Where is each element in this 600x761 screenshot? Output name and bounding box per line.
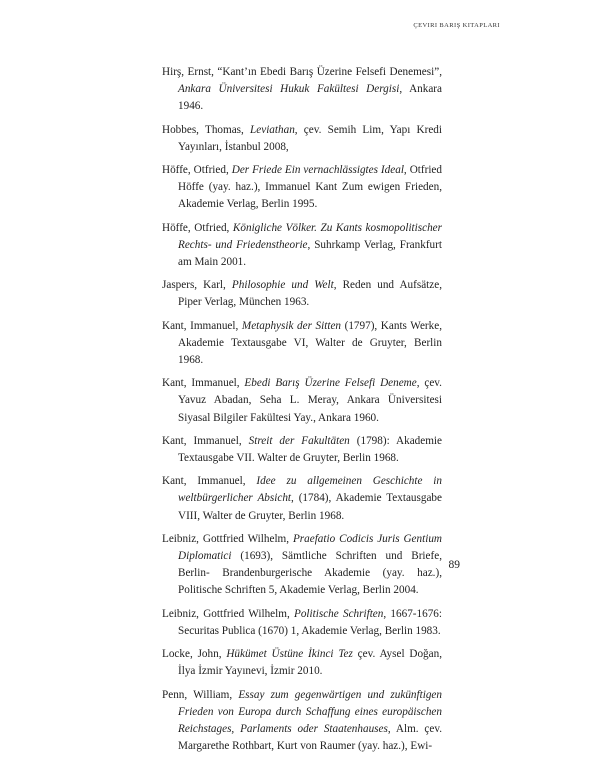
entry-author-prefix: Kant, Immanuel,	[162, 434, 249, 447]
bibliography-entry	[162, 687, 442, 756]
entry-author-prefix: Hobbes, Thomas,	[162, 123, 251, 136]
entry-author-prefix: Penn, William,	[162, 688, 239, 701]
entry-title: Essay zum gegenwärtigen und zukünftigen Frieden von Europa durch Schaffung eines europäischen Reichstages, Parlaments oder Staatenhauses	[178, 688, 442, 735]
entry-publication-info: (1798): Akademie Textausgabe VII. Walter de Gruyter, Berlin 1968.	[178, 434, 443, 465]
entry-author-prefix: Höffe, Otfried,	[162, 221, 233, 234]
entry-author-prefix: Jaspers, Karl,	[162, 279, 232, 292]
entry-title: Streit der Fakultäten	[248, 434, 350, 447]
entry-author-prefix: Kant, Immanuel,	[162, 377, 245, 390]
bibliography-list	[162, 64, 442, 761]
entry-title: Hükümet Üstüne İkinci Tez	[226, 648, 353, 661]
entry-publication-info: (1693), Sämtliche Schriften und Briefe, Berlin- Brandenburgerische Akademie (yay. haz.), Politische Schriften 5, Akademie Verlag, Berlin 2004.	[178, 550, 442, 597]
entry-author-prefix: Hirş, Ernst, “Kant’ın Ebedi Barış Üzerine Felsefi Denemesi”,	[162, 66, 442, 78]
entry-publication-info: , Otfried Höffe (yay. haz.), Immanuel Kant Zum ewigen Frieden, Akademie Verlag, Berlin 1995.	[178, 164, 442, 211]
entry-publication-info: , çev. Semih Lim, Yapı Kredi Yayınları, İstanbul 2008,	[178, 123, 442, 153]
entry-author-prefix: Kant, Immanuel,	[162, 319, 242, 332]
entry-title: Politische Schriften	[294, 607, 384, 620]
entry-author-prefix: Kant, Immanuel,	[162, 475, 257, 488]
entry-author-prefix: Höffe, Otfried,	[162, 164, 232, 177]
entry-publication-info: , 1667-1676: Securitas Publica (1670) 1, Akademie Verlag, Berlin 1983.	[178, 607, 442, 637]
entry-author-prefix: Leibniz, Gottfried Wilhelm,	[162, 607, 294, 620]
bibliography-entry	[162, 64, 442, 116]
bibliography-entry	[162, 318, 442, 370]
entry-title: Ebedi Barış Üzerine Felsefi Deneme	[244, 377, 417, 390]
entry-title: Ankara Üniversitesi Hukuk Fakültesi Dergisi	[178, 83, 400, 96]
entry-publication-info: (1797), Kants Werke, Akademie Textausgabe VI, Walter de Gruyter, Berlin 1968.	[178, 319, 443, 367]
bibliography-entry	[162, 433, 442, 467]
entry-author-prefix: Locke, John,	[162, 648, 227, 661]
bibliography-entry	[162, 122, 442, 156]
entry-author-prefix: Leibniz, Gottfried Wilhelm,	[162, 532, 293, 545]
entry-title: Königliche Völker. Zu Kants kosmopolitischer Rechts- und Friedenstheorie	[178, 221, 442, 251]
bibliography-entry	[162, 375, 442, 427]
running-head: ÇEVIRI BARIŞ KITAPLARI	[413, 22, 500, 29]
bibliography-entry	[162, 220, 442, 272]
entry-publication-info: , çev. Yavuz Abadan, Seha L. Meray, Ankara Üniversitesi Siyasal Bilgiler Fakültesi Yay., Ankara 1960.	[178, 377, 442, 424]
entry-title: Der Friede Ein vernachlässigtes Ideal	[231, 164, 404, 177]
bibliography-entry	[162, 531, 442, 600]
bibliography-entry	[162, 646, 442, 680]
entry-publication-info: çev. Aysel Doğan, İlya İzmir Yayınevi, İzmir 2010.	[178, 648, 442, 678]
bibliography-entry	[162, 473, 442, 525]
entry-title: Idee zu allgemeinen Geschichte in weltbürgerlicher Absicht	[178, 475, 442, 505]
entry-title: Metaphysik der Sitten	[241, 319, 342, 332]
entry-publication-info: , Suhrkamp Verlag, Frankfurt am Main 2001.	[178, 238, 442, 269]
bibliography-entry	[162, 277, 442, 311]
entry-publication-info: , Alm. çev. Margarethe Rothbart, Kurt von Raumer (yay. haz.), Ewi-	[178, 722, 442, 753]
page-number: 89	[448, 559, 460, 571]
bibliography-entry	[162, 162, 442, 214]
entry-publication-info: , Ankara 1946.	[178, 83, 442, 113]
bibliography-entry	[162, 606, 442, 640]
entry-publication-info: , Reden und Aufsätze, Piper Verlag, München 1963.	[178, 279, 442, 309]
entry-title: Praefatio Codicis Juris Gentium Diplomatici	[178, 532, 442, 563]
entry-title: Leviathan	[250, 123, 295, 136]
entry-title: Philosophie und Welt	[231, 279, 334, 292]
entry-publication-info: , (1784), Akademie Textausgabe VIII, Walter de Gruyter, Berlin 1968.	[178, 492, 442, 522]
